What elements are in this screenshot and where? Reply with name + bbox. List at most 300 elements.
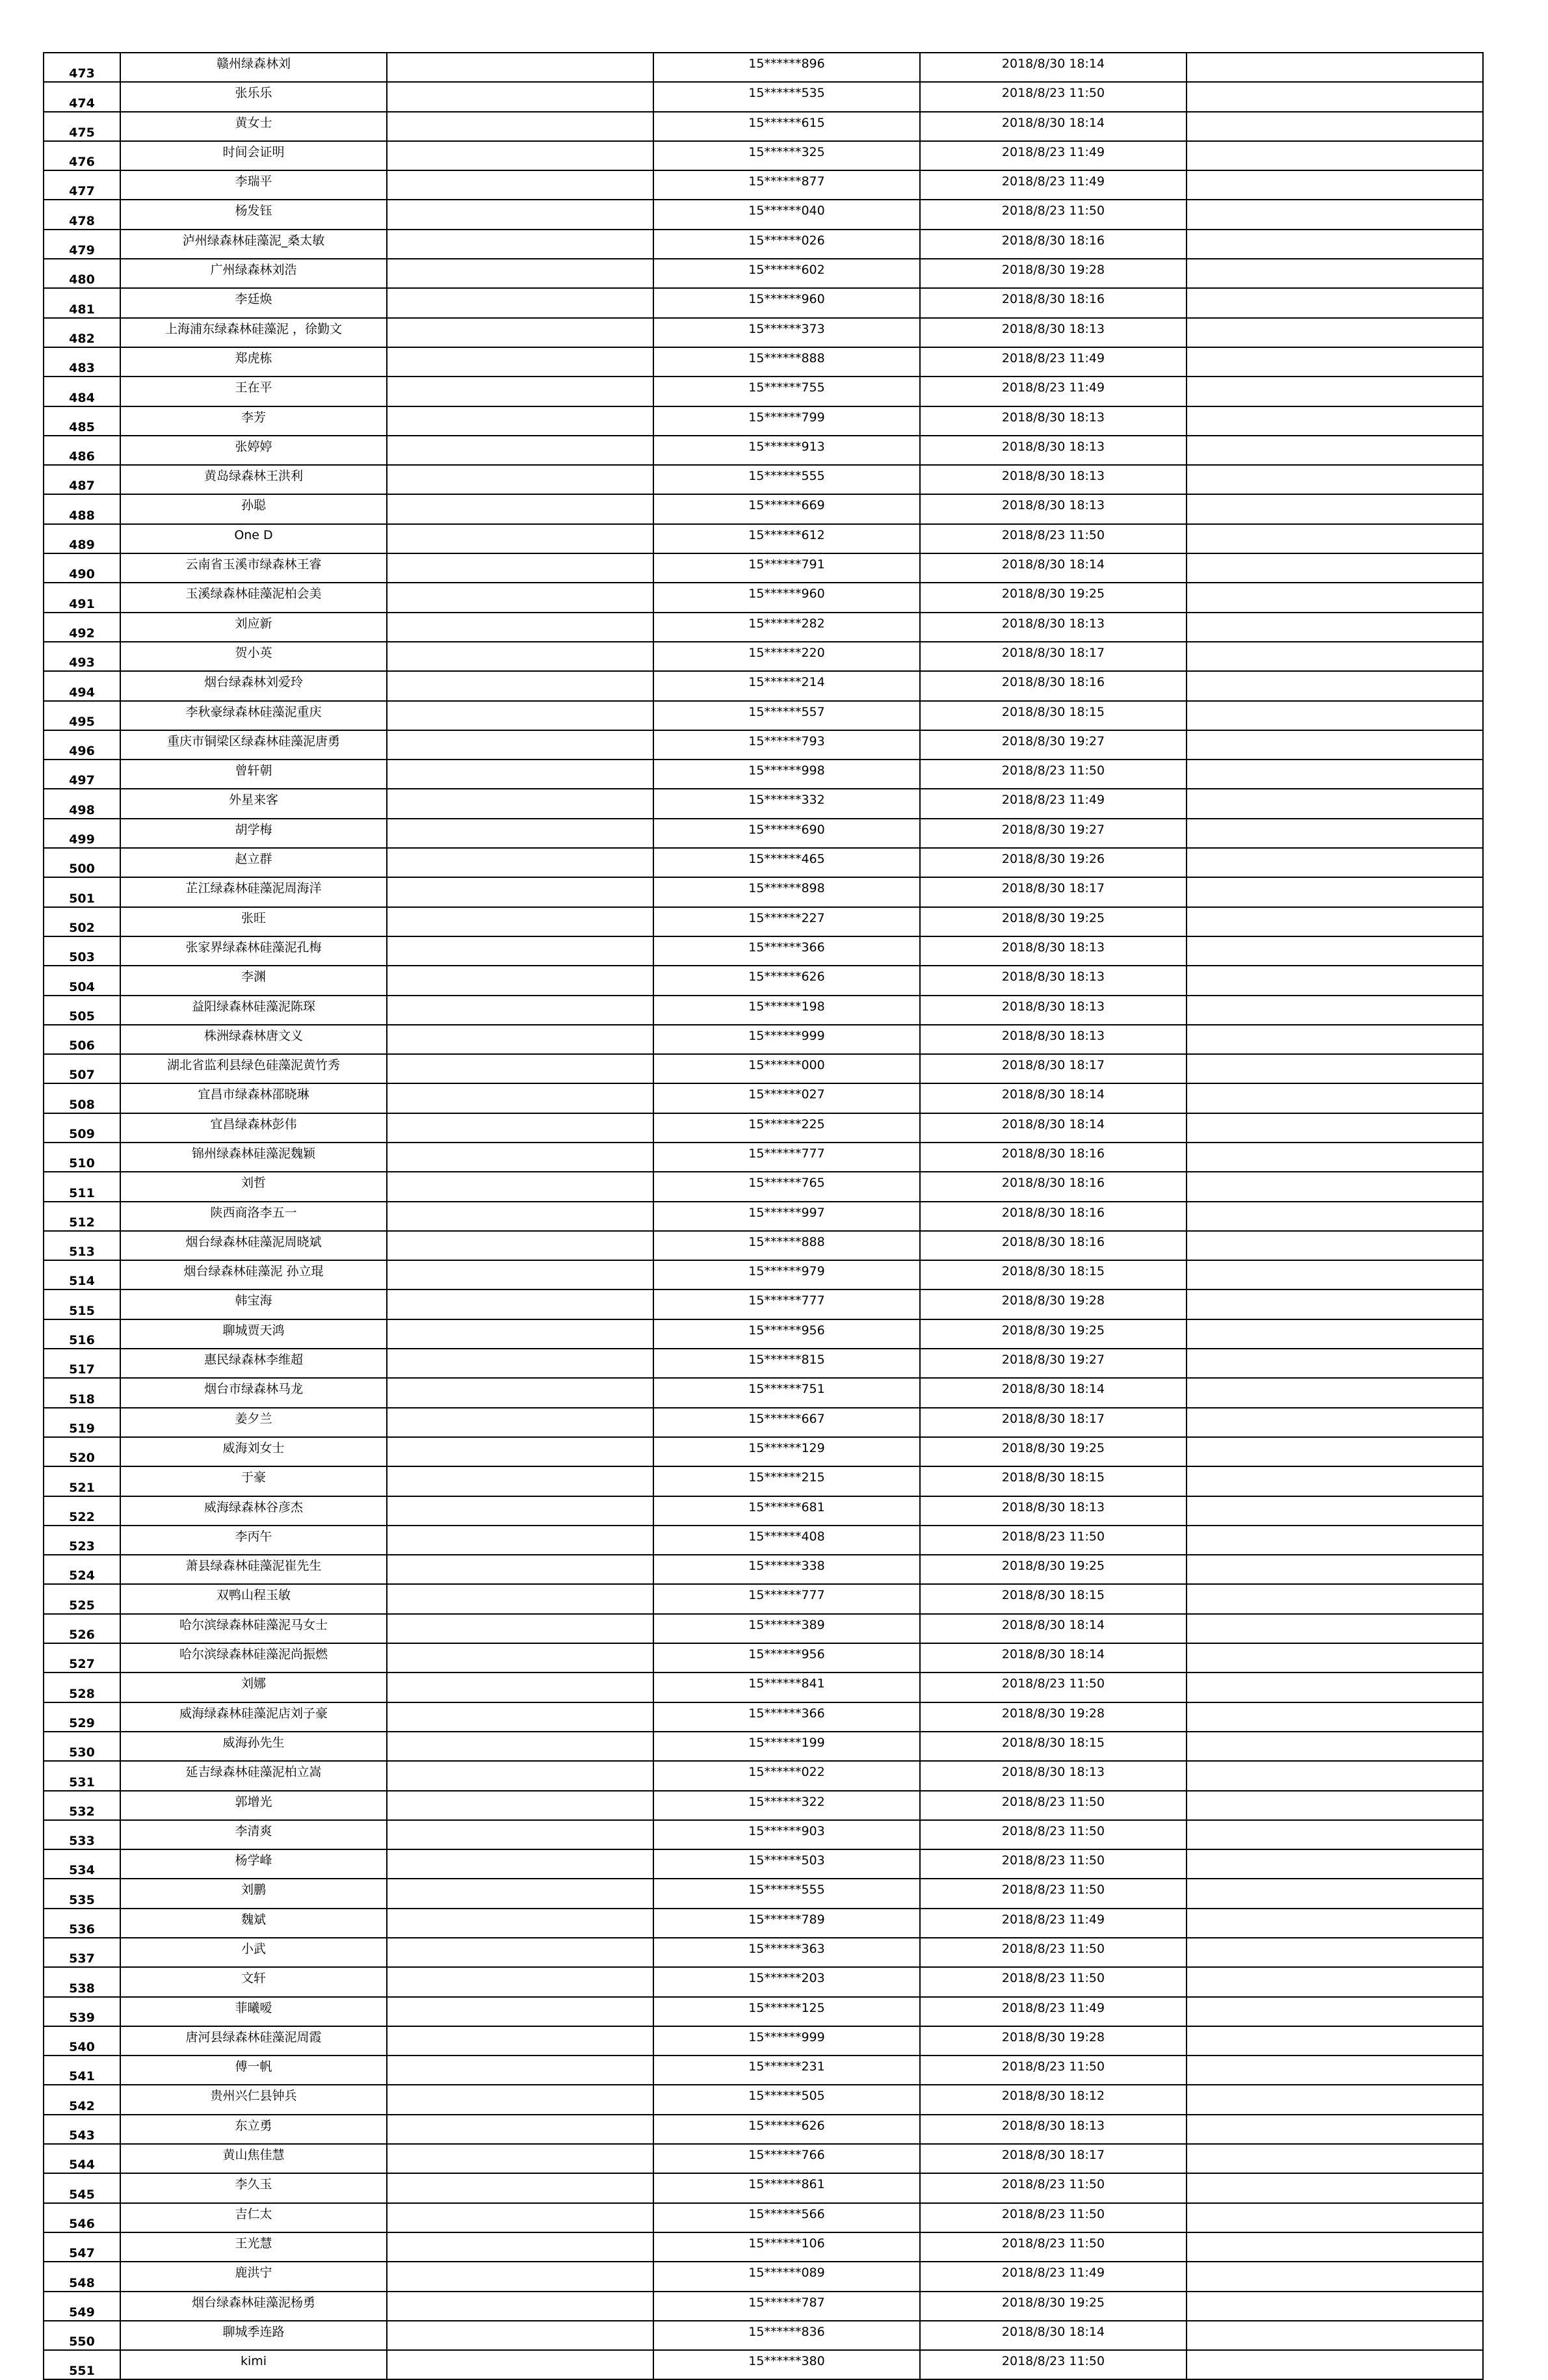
timestamp-cell: 2018/8/30 18:14 bbox=[920, 1614, 1187, 1643]
table-row bbox=[44, 2056, 1483, 2085]
empty-cell bbox=[1187, 2144, 1483, 2173]
empty-cell bbox=[387, 1791, 653, 1820]
row-number-cell: 495 bbox=[44, 701, 120, 730]
empty-cell bbox=[1187, 1820, 1483, 1849]
row-number-cell: 494 bbox=[44, 671, 120, 700]
timestamp-cell: 2018/8/23 11:50 bbox=[920, 524, 1187, 553]
table-row bbox=[44, 1967, 1483, 1996]
name-cell: 黄岛绿森林王洪利 bbox=[120, 465, 387, 494]
empty-cell bbox=[1187, 2026, 1483, 2056]
empty-cell bbox=[1187, 996, 1483, 1025]
name-cell: 黄山焦佳慧 bbox=[120, 2144, 387, 2173]
phone-cell: 15******227 bbox=[653, 907, 920, 936]
timestamp-cell: 2018/8/23 11:50 bbox=[920, 2056, 1187, 2085]
table-row bbox=[44, 1761, 1483, 1790]
name-cell: 刘应新 bbox=[120, 613, 387, 642]
phone-cell: 15******815 bbox=[653, 1349, 920, 1378]
name-cell: 延吉绿森林硅藻泥柏立嵩 bbox=[120, 1761, 387, 1790]
row-number-cell: 527 bbox=[44, 1643, 120, 1673]
row-number-cell: 525 bbox=[44, 1584, 120, 1613]
empty-cell bbox=[1187, 1555, 1483, 1584]
name-cell: 李瑞平 bbox=[120, 170, 387, 200]
row-number-cell: 500 bbox=[44, 848, 120, 877]
records-table-body bbox=[44, 53, 1483, 2379]
table-row bbox=[44, 1408, 1483, 1437]
timestamp-cell: 2018/8/30 18:14 bbox=[920, 2321, 1187, 2350]
empty-cell bbox=[1187, 1496, 1483, 1526]
name-cell: 李渊 bbox=[120, 966, 387, 995]
table-row bbox=[44, 877, 1483, 906]
table-row bbox=[44, 141, 1483, 170]
phone-cell: 15******896 bbox=[653, 53, 920, 82]
phone-cell: 15******566 bbox=[653, 2203, 920, 2232]
timestamp-cell: 2018/8/23 11:50 bbox=[920, 1938, 1187, 1967]
table-row bbox=[44, 2115, 1483, 2144]
table-row bbox=[44, 789, 1483, 818]
phone-cell: 15******793 bbox=[653, 730, 920, 760]
table-row bbox=[44, 1231, 1483, 1260]
timestamp-cell: 2018/8/30 18:15 bbox=[920, 1260, 1187, 1289]
table-row bbox=[44, 936, 1483, 966]
timestamp-cell: 2018/8/30 18:13 bbox=[920, 406, 1187, 436]
timestamp-cell: 2018/8/30 18:13 bbox=[920, 1025, 1187, 1054]
row-number-cell: 528 bbox=[44, 1673, 120, 1702]
table-row bbox=[44, 82, 1483, 111]
timestamp-cell: 2018/8/23 11:50 bbox=[920, 1791, 1187, 1820]
name-cell: 烟台绿森林刘爱玲 bbox=[120, 671, 387, 700]
name-cell: 孙聪 bbox=[120, 494, 387, 523]
timestamp-cell: 2018/8/23 11:50 bbox=[920, 1673, 1187, 1702]
row-number-cell: 473 bbox=[44, 53, 120, 82]
row-number-cell: 518 bbox=[44, 1378, 120, 1407]
row-number-cell: 539 bbox=[44, 1997, 120, 2026]
name-cell: 黄女士 bbox=[120, 112, 387, 141]
phone-cell: 15******000 bbox=[653, 1054, 920, 1083]
row-number-cell: 536 bbox=[44, 1909, 120, 1938]
row-number-cell: 523 bbox=[44, 1526, 120, 1555]
table-row bbox=[44, 112, 1483, 141]
name-cell: 张旺 bbox=[120, 907, 387, 936]
phone-cell: 15******913 bbox=[653, 436, 920, 465]
empty-cell bbox=[387, 1319, 653, 1349]
row-number-cell: 538 bbox=[44, 1967, 120, 1996]
timestamp-cell: 2018/8/30 19:25 bbox=[920, 1555, 1187, 1584]
table-row bbox=[44, 1820, 1483, 1849]
table-row bbox=[44, 1437, 1483, 1466]
empty-cell bbox=[1187, 936, 1483, 966]
timestamp-cell: 2018/8/30 18:13 bbox=[920, 1761, 1187, 1790]
empty-cell bbox=[1187, 553, 1483, 583]
table-row bbox=[44, 1113, 1483, 1143]
empty-cell bbox=[1187, 907, 1483, 936]
empty-cell bbox=[1187, 1643, 1483, 1673]
empty-cell bbox=[387, 1408, 653, 1437]
table-row bbox=[44, 1319, 1483, 1349]
row-number-cell: 478 bbox=[44, 200, 120, 229]
name-cell: 李廷焕 bbox=[120, 288, 387, 317]
name-cell: 哈尔滨绿森林硅藻泥马女士 bbox=[120, 1614, 387, 1643]
empty-cell bbox=[1187, 877, 1483, 906]
name-cell: 小武 bbox=[120, 1938, 387, 1967]
phone-cell: 15******789 bbox=[653, 1909, 920, 1938]
timestamp-cell: 2018/8/30 18:14 bbox=[920, 112, 1187, 141]
name-cell: 时间会证明 bbox=[120, 141, 387, 170]
row-number-cell: 507 bbox=[44, 1054, 120, 1083]
row-number-cell: 504 bbox=[44, 966, 120, 995]
empty-cell bbox=[1187, 2350, 1483, 2379]
empty-cell bbox=[1187, 1172, 1483, 1201]
timestamp-cell: 2018/8/30 18:14 bbox=[920, 53, 1187, 82]
name-cell: 杨发钰 bbox=[120, 200, 387, 229]
phone-cell: 15******040 bbox=[653, 200, 920, 229]
table-row bbox=[44, 583, 1483, 612]
phone-cell: 15******282 bbox=[653, 613, 920, 642]
empty-cell bbox=[1187, 1879, 1483, 1908]
table-row bbox=[44, 1378, 1483, 1407]
table-row bbox=[44, 406, 1483, 436]
row-number-cell: 547 bbox=[44, 2232, 120, 2262]
empty-cell bbox=[1187, 1437, 1483, 1466]
empty-cell bbox=[387, 1260, 653, 1289]
table-row bbox=[44, 288, 1483, 317]
phone-cell: 15******203 bbox=[653, 1967, 920, 1996]
timestamp-cell: 2018/8/30 18:14 bbox=[920, 1378, 1187, 1407]
phone-cell: 15******765 bbox=[653, 1172, 920, 1201]
timestamp-cell: 2018/8/30 18:13 bbox=[920, 936, 1187, 966]
name-cell: 郭增光 bbox=[120, 1791, 387, 1820]
phone-cell: 15******535 bbox=[653, 82, 920, 111]
row-number-cell: 486 bbox=[44, 436, 120, 465]
phone-cell: 15******999 bbox=[653, 2026, 920, 2056]
row-number-cell: 496 bbox=[44, 730, 120, 760]
phone-cell: 15******366 bbox=[653, 936, 920, 966]
empty-cell bbox=[387, 2321, 653, 2350]
timestamp-cell: 2018/8/30 19:25 bbox=[920, 583, 1187, 612]
empty-cell bbox=[387, 996, 653, 1025]
phone-cell: 15******125 bbox=[653, 1997, 920, 2026]
phone-cell: 15******888 bbox=[653, 347, 920, 377]
empty-cell bbox=[387, 789, 653, 818]
name-cell: 湖北省监利县绿色硅藻泥黄竹秀 bbox=[120, 1054, 387, 1083]
table-row bbox=[44, 819, 1483, 848]
phone-cell: 15******215 bbox=[653, 1466, 920, 1496]
timestamp-cell: 2018/8/30 18:15 bbox=[920, 1732, 1187, 1761]
table-row bbox=[44, 2026, 1483, 2056]
phone-cell: 15******106 bbox=[653, 2232, 920, 2262]
name-cell: kimi bbox=[120, 2350, 387, 2379]
phone-cell: 15******389 bbox=[653, 1614, 920, 1643]
timestamp-cell: 2018/8/30 18:13 bbox=[920, 494, 1187, 523]
row-number-cell: 541 bbox=[44, 2056, 120, 2085]
empty-cell bbox=[387, 288, 653, 317]
name-cell: 烟台市绿森林马龙 bbox=[120, 1378, 387, 1407]
timestamp-cell: 2018/8/30 18:15 bbox=[920, 1584, 1187, 1613]
table-row bbox=[44, 2144, 1483, 2173]
table-row bbox=[44, 1791, 1483, 1820]
table-row bbox=[44, 436, 1483, 465]
empty-cell bbox=[1187, 1849, 1483, 1879]
row-number-cell: 476 bbox=[44, 141, 120, 170]
name-cell: 曾轩朝 bbox=[120, 760, 387, 789]
empty-cell bbox=[387, 2173, 653, 2202]
table-row bbox=[44, 2262, 1483, 2291]
empty-cell bbox=[387, 671, 653, 700]
empty-cell bbox=[387, 524, 653, 553]
table-row bbox=[44, 1673, 1483, 1702]
phone-cell: 15******791 bbox=[653, 553, 920, 583]
timestamp-cell: 2018/8/30 18:16 bbox=[920, 671, 1187, 700]
phone-cell: 15******777 bbox=[653, 1584, 920, 1613]
empty-cell bbox=[1187, 436, 1483, 465]
empty-cell bbox=[1187, 760, 1483, 789]
phone-cell: 15******503 bbox=[653, 1849, 920, 1879]
timestamp-cell: 2018/8/30 18:13 bbox=[920, 966, 1187, 995]
table-row bbox=[44, 1083, 1483, 1113]
empty-cell bbox=[387, 2203, 653, 2232]
name-cell: 魏斌 bbox=[120, 1909, 387, 1938]
empty-cell bbox=[387, 1614, 653, 1643]
empty-cell bbox=[387, 1349, 653, 1378]
phone-cell: 15******373 bbox=[653, 318, 920, 347]
empty-cell bbox=[387, 1702, 653, 1732]
phone-cell: 15******615 bbox=[653, 112, 920, 141]
timestamp-cell: 2018/8/23 11:49 bbox=[920, 377, 1187, 406]
empty-cell bbox=[1187, 1967, 1483, 1996]
empty-cell bbox=[387, 1496, 653, 1526]
row-number-cell: 530 bbox=[44, 1732, 120, 1761]
empty-cell bbox=[1187, 465, 1483, 494]
empty-cell bbox=[387, 1938, 653, 1967]
row-number-cell: 493 bbox=[44, 642, 120, 671]
name-cell: 刘哲 bbox=[120, 1172, 387, 1201]
empty-cell bbox=[1187, 259, 1483, 288]
timestamp-cell: 2018/8/23 11:49 bbox=[920, 1997, 1187, 2026]
table-row bbox=[44, 642, 1483, 671]
empty-cell bbox=[1187, 82, 1483, 111]
empty-cell bbox=[387, 1526, 653, 1555]
timestamp-cell: 2018/8/30 18:13 bbox=[920, 436, 1187, 465]
name-cell: 玉溪绿森林硅藻泥柏会美 bbox=[120, 583, 387, 612]
table-row bbox=[44, 1849, 1483, 1879]
phone-cell: 15******898 bbox=[653, 877, 920, 906]
phone-cell: 15******626 bbox=[653, 2115, 920, 2144]
empty-cell bbox=[1187, 1231, 1483, 1260]
table-row bbox=[44, 2321, 1483, 2350]
empty-cell bbox=[1187, 1083, 1483, 1113]
empty-cell bbox=[1187, 1791, 1483, 1820]
name-cell: 郑虎栋 bbox=[120, 347, 387, 377]
empty-cell bbox=[387, 2026, 653, 2056]
empty-cell bbox=[387, 1143, 653, 1172]
empty-cell bbox=[387, 2144, 653, 2173]
timestamp-cell: 2018/8/30 18:13 bbox=[920, 996, 1187, 1025]
empty-cell bbox=[387, 200, 653, 229]
empty-cell bbox=[387, 1172, 653, 1201]
empty-cell bbox=[1187, 1113, 1483, 1143]
phone-cell: 15******557 bbox=[653, 701, 920, 730]
row-number-cell: 510 bbox=[44, 1143, 120, 1172]
row-number-cell: 540 bbox=[44, 2026, 120, 2056]
name-cell: 鹿洪宁 bbox=[120, 2262, 387, 2291]
table-row bbox=[44, 2292, 1483, 2321]
empty-cell bbox=[1187, 1202, 1483, 1231]
phone-cell: 15******999 bbox=[653, 1025, 920, 1054]
phone-cell: 15******755 bbox=[653, 377, 920, 406]
phone-cell: 15******777 bbox=[653, 1289, 920, 1319]
name-cell: 姜夕兰 bbox=[120, 1408, 387, 1437]
timestamp-cell: 2018/8/30 19:27 bbox=[920, 730, 1187, 760]
row-number-cell: 520 bbox=[44, 1437, 120, 1466]
timestamp-cell: 2018/8/30 18:14 bbox=[920, 1113, 1187, 1143]
empty-cell bbox=[1187, 2056, 1483, 2085]
name-cell: 双鸭山程玉敏 bbox=[120, 1584, 387, 1613]
table-row bbox=[44, 1172, 1483, 1201]
timestamp-cell: 2018/8/23 11:50 bbox=[920, 1526, 1187, 1555]
table-row bbox=[44, 1289, 1483, 1319]
phone-cell: 15******777 bbox=[653, 1143, 920, 1172]
empty-cell bbox=[387, 1437, 653, 1466]
table-row bbox=[44, 2232, 1483, 2262]
phone-cell: 15******555 bbox=[653, 1879, 920, 1908]
empty-cell bbox=[387, 1466, 653, 1496]
name-cell: 益阳绿森林硅藻泥陈琛 bbox=[120, 996, 387, 1025]
table-row bbox=[44, 465, 1483, 494]
empty-cell bbox=[387, 819, 653, 848]
timestamp-cell: 2018/8/30 18:17 bbox=[920, 877, 1187, 906]
name-cell: 贵州兴仁县钟兵 bbox=[120, 2085, 387, 2114]
table-row bbox=[44, 2203, 1483, 2232]
name-cell: 威海绿森林硅藻泥店刘子豪 bbox=[120, 1702, 387, 1732]
empty-cell bbox=[1187, 524, 1483, 553]
table-row bbox=[44, 907, 1483, 936]
phone-cell: 15******956 bbox=[653, 1643, 920, 1673]
row-number-cell: 548 bbox=[44, 2262, 120, 2291]
name-cell: 锦州绿森林硅藻泥魏颖 bbox=[120, 1143, 387, 1172]
timestamp-cell: 2018/8/23 11:49 bbox=[920, 170, 1187, 200]
timestamp-cell: 2018/8/30 19:28 bbox=[920, 1289, 1187, 1319]
empty-cell bbox=[387, 877, 653, 906]
empty-cell bbox=[1187, 1378, 1483, 1407]
empty-cell bbox=[387, 907, 653, 936]
phone-cell: 15******669 bbox=[653, 494, 920, 523]
empty-cell bbox=[387, 1643, 653, 1673]
timestamp-cell: 2018/8/30 18:13 bbox=[920, 465, 1187, 494]
phone-cell: 15******555 bbox=[653, 465, 920, 494]
table-row bbox=[44, 1732, 1483, 1761]
phone-cell: 15******602 bbox=[653, 259, 920, 288]
empty-cell bbox=[387, 1584, 653, 1613]
empty-cell bbox=[1187, 2173, 1483, 2202]
name-cell: 宜昌绿森林彭伟 bbox=[120, 1113, 387, 1143]
row-number-cell: 502 bbox=[44, 907, 120, 936]
empty-cell bbox=[387, 406, 653, 436]
name-cell: 刘鹏 bbox=[120, 1879, 387, 1908]
timestamp-cell: 2018/8/30 19:25 bbox=[920, 1319, 1187, 1349]
empty-cell bbox=[1187, 583, 1483, 612]
name-cell: 宜昌市绿森林邵晓琳 bbox=[120, 1083, 387, 1113]
timestamp-cell: 2018/8/30 18:16 bbox=[920, 288, 1187, 317]
row-number-cell: 513 bbox=[44, 1231, 120, 1260]
timestamp-cell: 2018/8/23 11:50 bbox=[920, 760, 1187, 789]
empty-cell bbox=[1187, 494, 1483, 523]
timestamp-cell: 2018/8/23 11:49 bbox=[920, 1909, 1187, 1938]
empty-cell bbox=[387, 1025, 653, 1054]
timestamp-cell: 2018/8/30 18:16 bbox=[920, 1231, 1187, 1260]
empty-cell bbox=[387, 1231, 653, 1260]
table-row bbox=[44, 848, 1483, 877]
name-cell: 傅一帆 bbox=[120, 2056, 387, 2085]
empty-cell bbox=[387, 1378, 653, 1407]
table-row bbox=[44, 730, 1483, 760]
row-number-cell: 550 bbox=[44, 2321, 120, 2350]
row-number-cell: 499 bbox=[44, 819, 120, 848]
table-row bbox=[44, 1466, 1483, 1496]
timestamp-cell: 2018/8/23 11:50 bbox=[920, 2173, 1187, 2202]
phone-cell: 15******022 bbox=[653, 1761, 920, 1790]
table-row bbox=[44, 1054, 1483, 1083]
empty-cell bbox=[1187, 288, 1483, 317]
row-number-cell: 512 bbox=[44, 1202, 120, 1231]
row-number-cell: 511 bbox=[44, 1172, 120, 1201]
timestamp-cell: 2018/8/30 18:13 bbox=[920, 613, 1187, 642]
phone-cell: 15******888 bbox=[653, 1231, 920, 1260]
empty-cell bbox=[1187, 1732, 1483, 1761]
row-number-cell: 509 bbox=[44, 1113, 120, 1143]
timestamp-cell: 2018/8/30 18:13 bbox=[920, 318, 1187, 347]
phone-cell: 15******956 bbox=[653, 1319, 920, 1349]
row-number-cell: 481 bbox=[44, 288, 120, 317]
table-row bbox=[44, 1879, 1483, 1908]
empty-cell bbox=[1187, 819, 1483, 848]
empty-cell bbox=[387, 583, 653, 612]
name-cell: 聊城季连路 bbox=[120, 2321, 387, 2350]
name-cell: 聊城贾天鸿 bbox=[120, 1319, 387, 1349]
empty-cell bbox=[1187, 1289, 1483, 1319]
empty-cell bbox=[1187, 406, 1483, 436]
empty-cell bbox=[1187, 2321, 1483, 2350]
phone-cell: 15******998 bbox=[653, 760, 920, 789]
phone-cell: 15******626 bbox=[653, 966, 920, 995]
empty-cell bbox=[387, 553, 653, 583]
row-number-cell: 535 bbox=[44, 1879, 120, 1908]
phone-cell: 15******877 bbox=[653, 170, 920, 200]
table-row bbox=[44, 347, 1483, 377]
name-cell: 株洲绿森林唐文义 bbox=[120, 1025, 387, 1054]
row-number-cell: 497 bbox=[44, 760, 120, 789]
empty-cell bbox=[1187, 642, 1483, 671]
empty-cell bbox=[1187, 1143, 1483, 1172]
empty-cell bbox=[387, 436, 653, 465]
row-number-cell: 546 bbox=[44, 2203, 120, 2232]
phone-cell: 15******199 bbox=[653, 1732, 920, 1761]
empty-cell bbox=[387, 2350, 653, 2379]
phone-cell: 15******841 bbox=[653, 1673, 920, 1702]
empty-cell bbox=[1187, 1408, 1483, 1437]
table-row bbox=[44, 1025, 1483, 1054]
empty-cell bbox=[1187, 1025, 1483, 1054]
phone-cell: 15******089 bbox=[653, 2262, 920, 2291]
timestamp-cell: 2018/8/30 18:14 bbox=[920, 553, 1187, 583]
table-row bbox=[44, 1260, 1483, 1289]
empty-cell bbox=[387, 230, 653, 259]
row-number-cell: 519 bbox=[44, 1408, 120, 1437]
name-cell: 菲曦嗳 bbox=[120, 1997, 387, 2026]
empty-cell bbox=[387, 1202, 653, 1231]
name-cell: 于豪 bbox=[120, 1466, 387, 1496]
empty-cell bbox=[1187, 200, 1483, 229]
name-cell: 威海刘女士 bbox=[120, 1437, 387, 1466]
empty-cell bbox=[1187, 112, 1483, 141]
